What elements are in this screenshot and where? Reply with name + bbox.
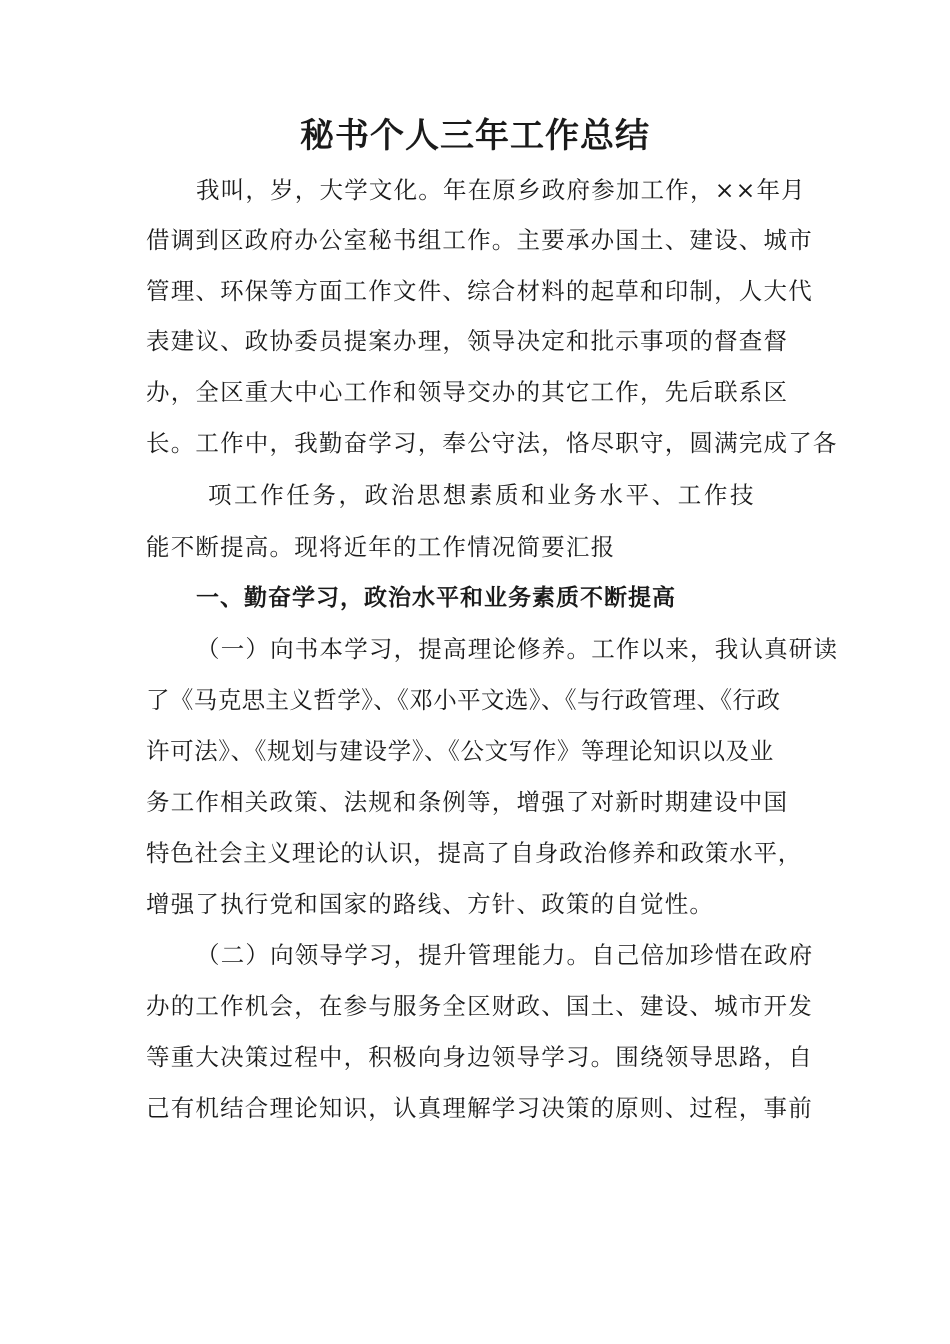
paragraph-line: 办，全区重大中心工作和领导交办的其它工作，先后联系区 <box>146 378 789 406</box>
section-heading: 一、勤奋学习，政治水平和业务素质不断提高 <box>196 585 676 611</box>
paragraph-line: 了《马克思主义哲学》、《邓小平文选》、《与行政管理、《行政 <box>146 686 781 714</box>
paragraph-line: 务工作相关政策、法规和条例等，增强了对新时期建设中国 <box>146 788 789 816</box>
paragraph-line: 借调到区政府办公室秘书组工作。主要承办国土、建设、城市 <box>146 226 813 254</box>
paragraph-line: （一）向书本学习，提高理论修养。工作以来，我认真研读 <box>196 635 839 663</box>
paragraph-line: 表建议、政协委员提案办理，领导决定和批示事项的督查督 <box>146 327 789 355</box>
document-title: 秘书个人三年工作总结 <box>300 116 650 156</box>
paragraph-line: 许可法》、《规划与建设学》、《公文写作》等理论知识以及业 <box>146 737 774 765</box>
paragraph-line: 我叫，岁，大学文化。年在原乡政府参加工作，××年月 <box>196 176 806 204</box>
paragraph-line: 增强了执行党和国家的路线、方针、政策的自觉性。 <box>146 890 715 918</box>
paragraph-line: 己有机结合理论知识，认真理解学习决策的原则、过程，事前 <box>146 1094 813 1122</box>
paragraph-line: 能不断提高。现将近年的工作情况简要汇报 <box>146 533 616 561</box>
paragraph-line: 等重大决策过程中，积极向身边领导学习。围绕领导思路，自 <box>146 1043 813 1071</box>
paragraph-line: 办的工作机会，在参与服务全区财政、国土、建设、城市开发 <box>146 992 813 1020</box>
paragraph-line: 长。工作中，我勤奋学习，奉公守法，恪尽职守，圆满完成了各 <box>146 429 838 457</box>
paragraph-line: 管理、环保等方面工作文件、综合材料的起草和印制，人大代 <box>146 277 813 305</box>
paragraph-line: 项工作任务，政治思想素质和业务水平、工作技 <box>208 481 757 509</box>
paragraph-line: （二）向领导学习，提升管理能力。自己倍加珍惜在政府 <box>196 941 814 969</box>
paragraph-line: 特色社会主义理论的认识，提高了自身政治修养和政策水平， <box>146 839 803 867</box>
